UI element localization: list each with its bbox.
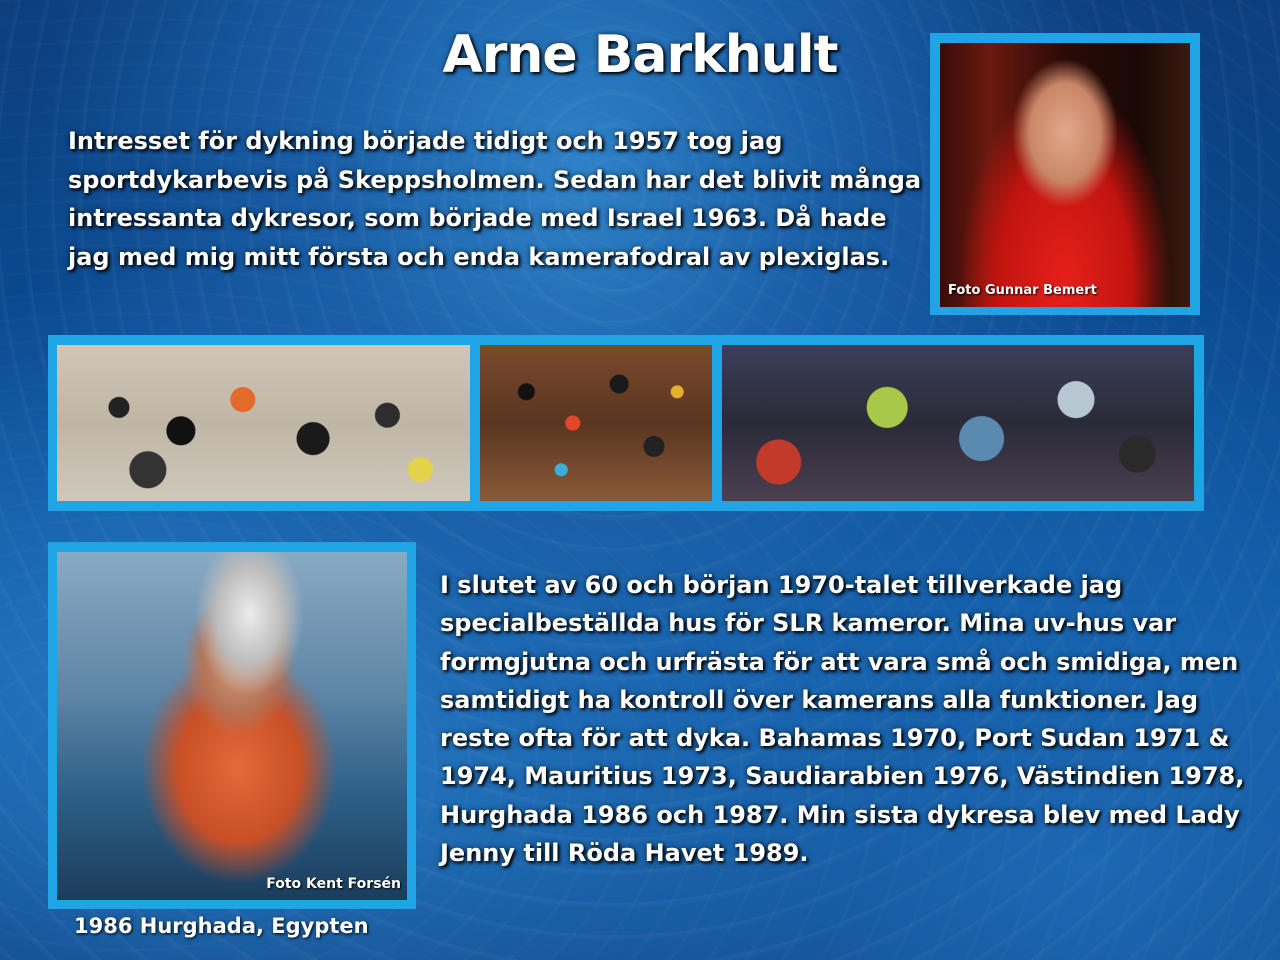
diver-photo-frame [48,542,416,909]
intro-paragraph [68,122,928,276]
page-title: Arne Barkhult [442,25,838,85]
camera-collection-photo-1 [57,345,470,501]
history-line: Hurghada 1986 och 1987. Min sista dykresa blev med Lady [440,800,1240,829]
history-paragraph [440,566,1250,872]
history-line: reste ofta för att dyka. Bahamas 1970, Port Sudan 1971 & [440,724,1230,753]
camera-gallery-strip [48,335,1204,511]
history-line: samtidigt ha kontroll över kamerans alla funktioner. Jag [440,685,1199,714]
camera-collection-photo-3 [722,345,1194,501]
history-line: 1974, Mauritius 1973, Saudiarabien 1976, Västindien 1978, [440,762,1245,791]
history-line: Jenny till Röda Havet 1989. [440,839,809,868]
history-line: formgjutna och urfrästa för att vara små och smidiga, men [440,647,1239,676]
diver-photo [57,552,407,900]
intro-line: sportdykarbevis på Skeppsholmen. Sedan har det blivit många [68,165,922,194]
intro-line: intressanta dykresor, som började med Israel 1963. Då hade [68,204,887,232]
history-line: specialbeställda hus för SLR kameror. Mina uv-hus var [440,609,1177,638]
photo-credit: Foto Gunnar Bemert [948,283,1097,298]
intro-line: Intresset för dykning började tidigt och 1957 tog jag [68,127,783,155]
intro-line: jag med mig mitt första och enda kamerafodral av plexiglas. [68,242,890,271]
portrait-photo-frame [930,33,1200,315]
history-line: I slutet av 60 och början 1970-talet tillverkade jag [440,571,1123,599]
photo-credit: Foto Kent Forsén [266,876,401,892]
portrait-photo [940,43,1190,307]
camera-collection-photo-2 [480,345,712,501]
photo-caption: 1986 Hurghada, Egypten [74,914,369,938]
